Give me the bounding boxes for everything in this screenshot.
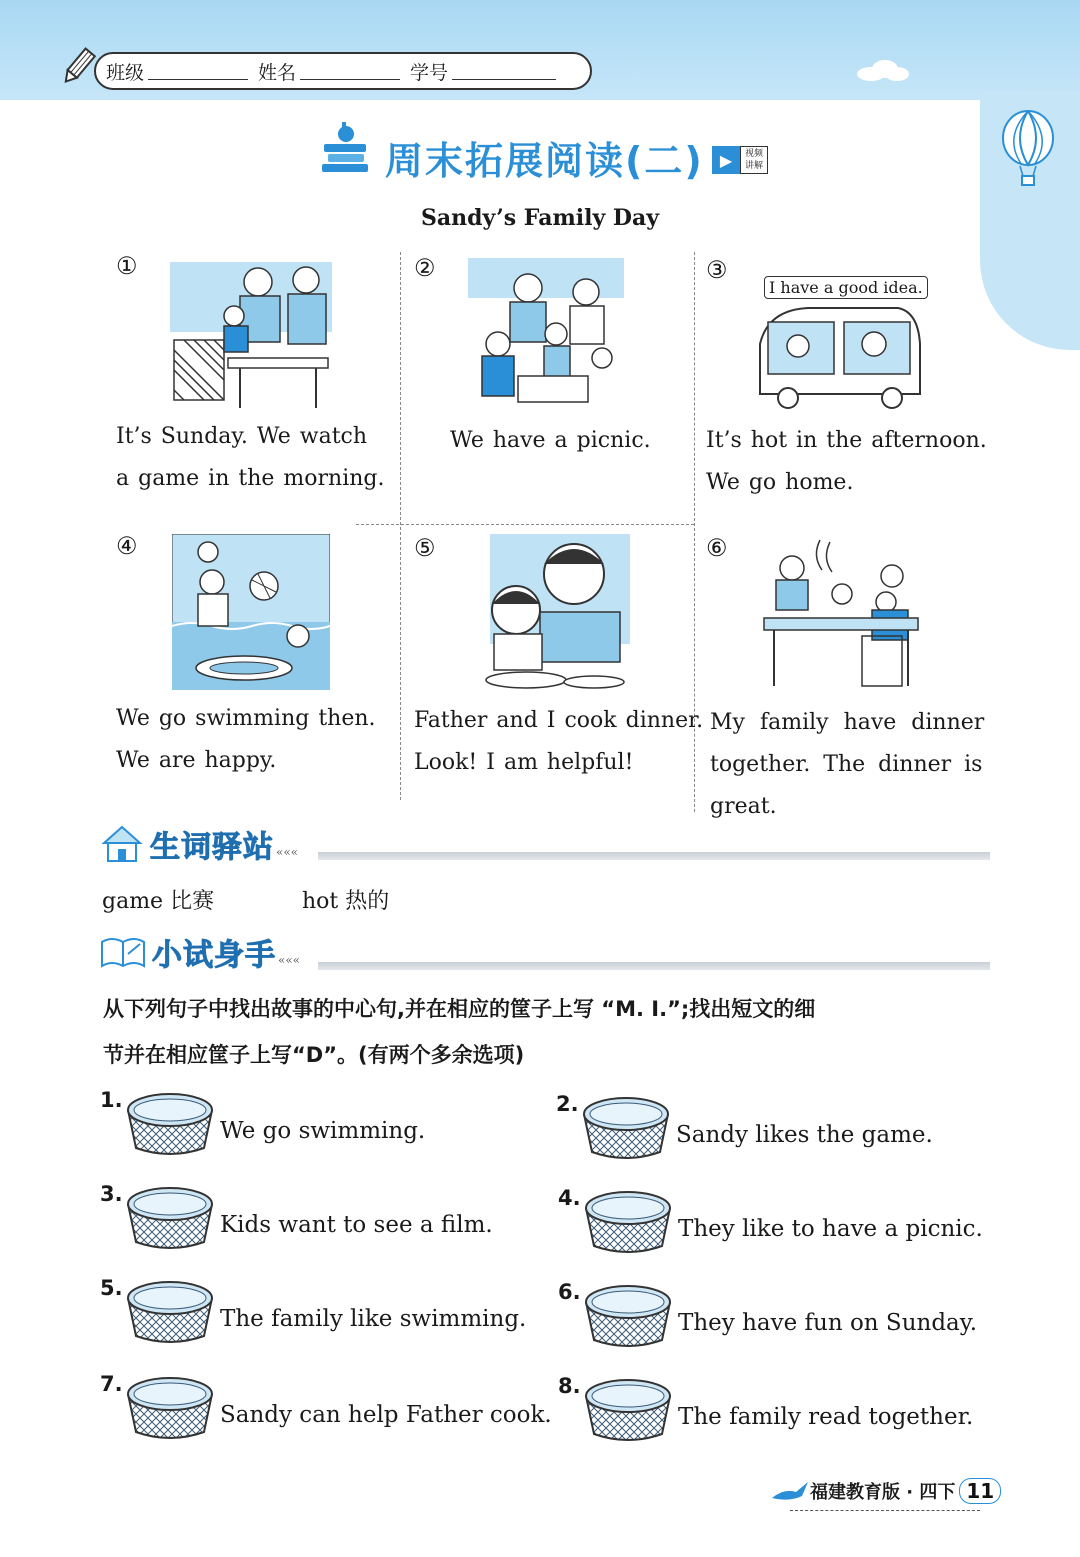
cloud-icon: [855, 58, 911, 86]
caption-line: a game in the morning.: [116, 466, 385, 491]
practice-item-1: [100, 1088, 560, 1178]
grid-divider: [356, 524, 694, 525]
panel-caption: [414, 700, 704, 784]
item-number: 1.: [100, 1088, 123, 1112]
panel-number: ①: [116, 252, 138, 280]
panel-illustration: [170, 262, 332, 412]
answer-basket[interactable]: [124, 1090, 216, 1164]
practice-item-2: [556, 1092, 1016, 1182]
chevrons-icon: «««: [278, 953, 301, 967]
caption-line: We go home.: [706, 470, 854, 495]
practice-instruction: [103, 986, 1003, 1078]
video-explanation-button[interactable]: [712, 146, 768, 174]
item-number: 3.: [100, 1182, 123, 1206]
story-title: Sandy’s Family Day: [420, 205, 660, 231]
item-number: 6.: [558, 1280, 581, 1304]
item-text: They like to have a picnic.: [678, 1216, 983, 1242]
page-footer: [770, 1478, 1001, 1504]
item-number: 8.: [558, 1374, 581, 1398]
student-info-bar: [94, 52, 592, 90]
panel-number: ⑤: [414, 534, 436, 562]
section-bar: [318, 962, 990, 970]
books-icon: [320, 120, 370, 180]
chevrons-icon: «««: [276, 845, 299, 859]
class-field[interactable]: [148, 62, 248, 80]
caption-line: We have a picnic.: [450, 428, 651, 453]
practice-item-4: [558, 1186, 1018, 1276]
practice-item-3: [100, 1182, 560, 1272]
instruction-line: 节并在相应筐子上写“D”。(有两个多余选项): [103, 1043, 525, 1067]
page-number: 11: [959, 1478, 1001, 1504]
play-icon: ▶: [712, 146, 740, 174]
practice-item-5: [100, 1276, 560, 1366]
item-text: Sandy likes the game.: [676, 1122, 933, 1148]
class-label: 班级: [106, 61, 145, 84]
house-icon: [100, 823, 144, 865]
caption-line: great.: [710, 794, 777, 819]
panel-number: ②: [414, 254, 436, 282]
panel-illustration: [172, 534, 330, 690]
student-id-field[interactable]: [452, 62, 556, 80]
answer-basket[interactable]: [580, 1094, 672, 1168]
answer-basket[interactable]: [582, 1376, 674, 1450]
panel-number: ③: [706, 256, 728, 284]
panel-illustration: [468, 258, 624, 412]
video-badge-label: 视频讲解: [740, 146, 768, 174]
hot-air-balloon-icon: [1000, 110, 1056, 194]
answer-basket[interactable]: [124, 1184, 216, 1258]
practice-heading-text: 小试身手: [152, 938, 276, 973]
name-label: 姓名: [258, 61, 297, 84]
panel-caption: [450, 420, 710, 462]
item-text: They have fun on Sunday.: [678, 1310, 977, 1336]
caption-line: Father and I cook dinner.: [414, 708, 704, 733]
vocab-word: hot 热的: [302, 889, 390, 914]
bird-icon: [770, 1478, 810, 1504]
item-text: Sandy can help Father cook.: [220, 1402, 552, 1428]
item-number: 7.: [100, 1372, 123, 1396]
answer-basket[interactable]: [124, 1374, 216, 1448]
pencil-icon: [58, 46, 98, 92]
name-field[interactable]: [300, 62, 400, 80]
item-number: 2.: [556, 1092, 579, 1116]
item-text: The family like swimming.: [220, 1306, 527, 1332]
vocab-section-heading: [100, 822, 298, 866]
answer-basket[interactable]: [582, 1282, 674, 1356]
vocab-heading-text: 生词驿站: [150, 830, 274, 865]
practice-item-7: [100, 1372, 560, 1462]
caption-line: together. The dinner is: [710, 752, 983, 777]
panel-illustration: [470, 534, 630, 692]
panel-number: ④: [116, 532, 138, 560]
panel-caption: [116, 698, 406, 782]
panel-caption: [710, 702, 1000, 828]
panel-caption: [706, 420, 996, 504]
section-bar: [318, 852, 990, 860]
caption-line: My family have dinner: [710, 710, 985, 735]
item-text: The family read together.: [678, 1404, 974, 1430]
instruction-line: 从下列句子中找出故事的中心句,并在相应的筐子上写 “M. I.”;找出短文的细: [103, 997, 816, 1021]
panel-illustration: [762, 536, 920, 694]
item-number: 4.: [558, 1186, 581, 1210]
caption-line: It’s Sunday. We watch: [116, 424, 368, 449]
caption-line: We go swimming then.: [116, 706, 376, 731]
publisher-label: 福建教育版 · 四下: [810, 1482, 956, 1503]
footer-line: [790, 1510, 980, 1511]
item-text: We go swimming.: [220, 1118, 426, 1144]
caption-line: We are happy.: [116, 748, 277, 773]
practice-item-6: [558, 1280, 1018, 1370]
student-id-label: 学号: [410, 61, 449, 84]
item-number: 5.: [100, 1276, 123, 1300]
item-text: Kids want to see a film.: [220, 1212, 493, 1238]
caption-line: It’s hot in the afternoon.: [706, 428, 987, 453]
open-book-icon: [100, 934, 146, 970]
answer-basket[interactable]: [124, 1278, 216, 1352]
panel-number: ⑥: [706, 534, 728, 562]
panel-caption: [116, 416, 406, 500]
vocab-word: game 比赛: [102, 889, 215, 914]
answer-basket[interactable]: [582, 1188, 674, 1262]
page-title: 周末拓展阅读(二): [385, 139, 704, 183]
speech-bubble: [764, 276, 928, 299]
practice-item-8: [558, 1374, 1018, 1464]
speech-text: I have a good idea.: [769, 278, 923, 297]
caption-line: Look! I am helpful!: [414, 750, 634, 775]
practice-section-heading: [100, 930, 300, 974]
